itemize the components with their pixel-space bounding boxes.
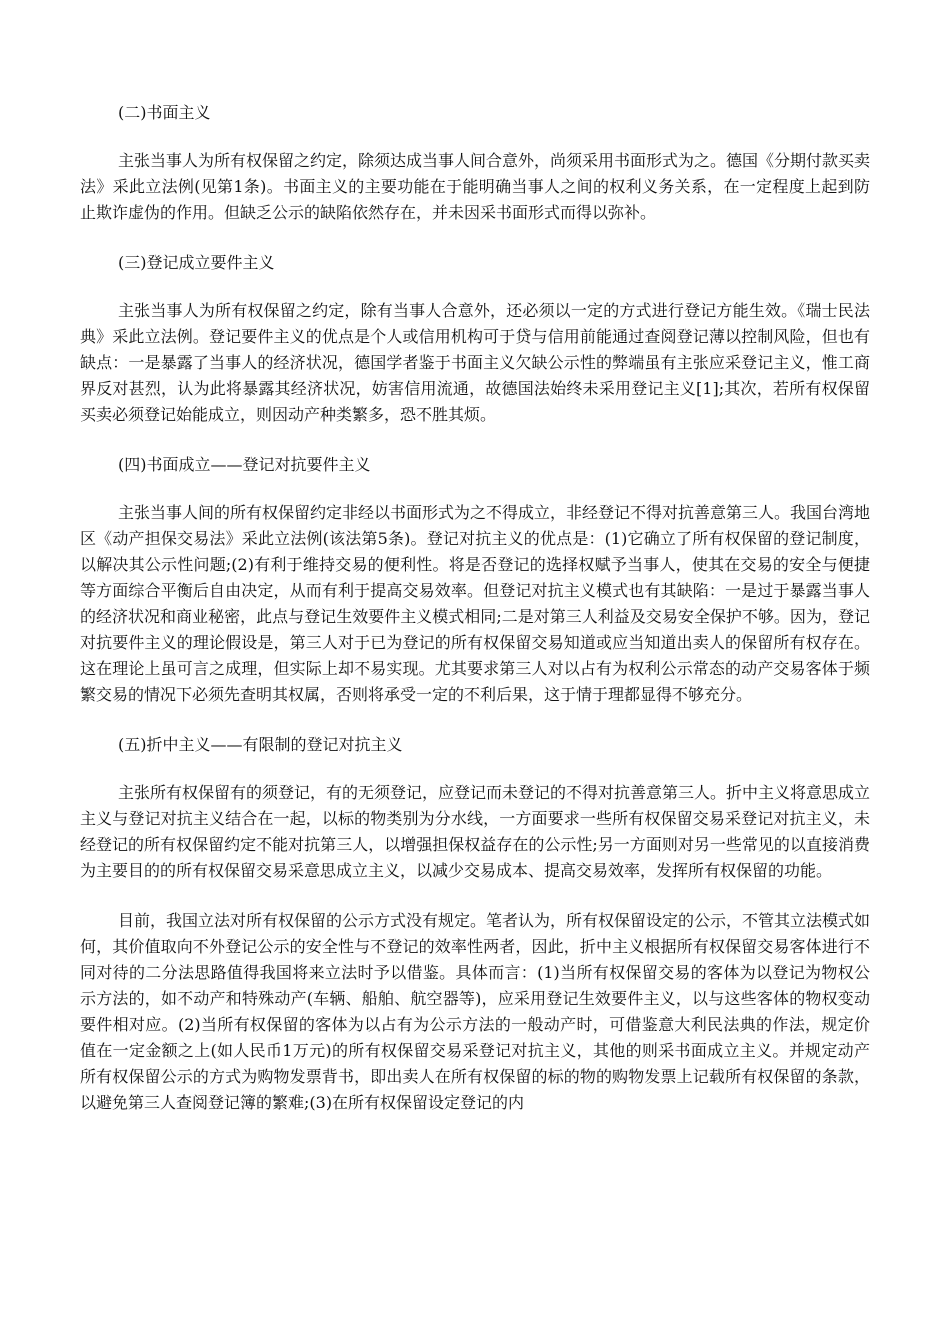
- section-heading: (二)书面主义: [118, 103, 211, 122]
- section-heading: (三)登记成立要件主义: [118, 253, 275, 272]
- body-paragraph: 主张当事人为所有权保留之约定，除有当事人合意外，还必须以一定的方式进行登记方能生效。《瑞士民法典》采此立法例。登记要件主义的优点是个人或信用机构可于贷与信用前能通过查阅登记薄以控制风险，但也有缺点：一是暴露了当事人的经济状况，德国学者鉴于书面主义欠缺公示性的弊端虽有主张应采登记主义，惟工商界反对甚烈，认为此将暴露其经济状况，妨害信用流通，故德国法始终未采用登记主义[1];其次，若所有权保留买卖必须登记始能成立，则因动产种类繁多，恐不胜其烦。: [80, 301, 870, 424]
- section-heading: (四)书面成立——登记对抗要件主义: [118, 455, 371, 474]
- body-paragraph: 主张所有权保留有的须登记，有的无须登记，应登记而未登记的不得对抗善意第三人。折中主义将意思成立主义与登记对抗主义结合在一起，以标的物类别为分水线，一方面要求一些所有权保留交易采登记对抗主义，未经登记的所有权保留约定不能对抗第三人，以增强担保权益存在的公示性;另一方面则对另一些常见的以直接消费为主要目的的所有权保留交易采意思成立主义，以减少交易成本、提高交易效率，发挥所有权保留的功能。: [80, 783, 871, 880]
- body-paragraph: 主张当事人为所有权保留之约定，除须达成当事人间合意外，尚须采用书面形式为之。德国《分期付款买卖法》采此立法例(见第1条)。书面主义的主要功能在于能明确当事人之间的权利义务关系，在一定程度上起到防止欺诈虚伪的作用。但缺乏公示的缺陷依然存在，并未因采书面形式而得以弥补。: [80, 151, 871, 222]
- document-page: [80, 100, 870, 1140]
- body-paragraph: 目前，我国立法对所有权保留的公示方式没有规定。笔者认为，所有权保留设定的公示，不管其立法模式如何，其价值取向不外登记公示的安全性与不登记的效率性两者，因此，折中主义根据所有权保留交易客体进行不同对待的二分法思路值得我国将来立法时予以借鉴。具体而言：(1)当所有权保留交易的客体为以登记为物权公示方法的，如不动产和特殊动产(车辆、船舶、航空器等)，应采用登记生效要件主义，以与这些客体的物权变动要件相对应。(2)当所有权保留的客体为以占有为公示方法的一般动产时，可借鉴意大利民法典的作法，规定价值在一定金额之上(如人民币1万元)的所有权保留交易采登记对抗主义，其他的则采书面成立主义。并规定动产所有权保留公示的方式为购物发票背书，即出卖人在所有权保留的标的物的购物发票上记载所有权保留的条款，以避免第三人查阅登记簿的繁难;(3)在所有权保留设定登记的内: [80, 911, 871, 1112]
- section-heading: (五)折中主义——有限制的登记对抗主义: [118, 735, 403, 754]
- body-paragraph: 主张当事人间的所有权保留约定非经以书面形式为之不得成立，非经登记不得对抗善意第三人。我国台湾地区《动产担保交易法》采此立法例(该法第5条)。登记对抗主义的优点是：(1)它确立了所有权保留的登记制度，以解决其公示性问题;(2)有利于维持交易的便利性。将是否登记的选择权赋予当事人，使其在交易的安全与便捷等方面综合平衡后自由决定，从而有利于提高交易效率。但登记对抗主义模式也有其缺陷：一是过于暴露当事人的经济状况和商业秘密，此点与登记生效要件主义模式相同;二是对第三人利益及交易安全保护不够。因为，登记对抗要件主义的理论假设是，第三人对于已为登记的所有权保留交易知道或应当知道出卖人的保留所有权存在。这在理论上虽可言之成理，但实际上却不易实现。尤其要求第三人对以占有为权利公示常态的动产交易客体于频繁交易的情况下必须先查明其权属，否则将承受一定的不利后果，这于情于理都显得不够充分。: [80, 503, 871, 704]
